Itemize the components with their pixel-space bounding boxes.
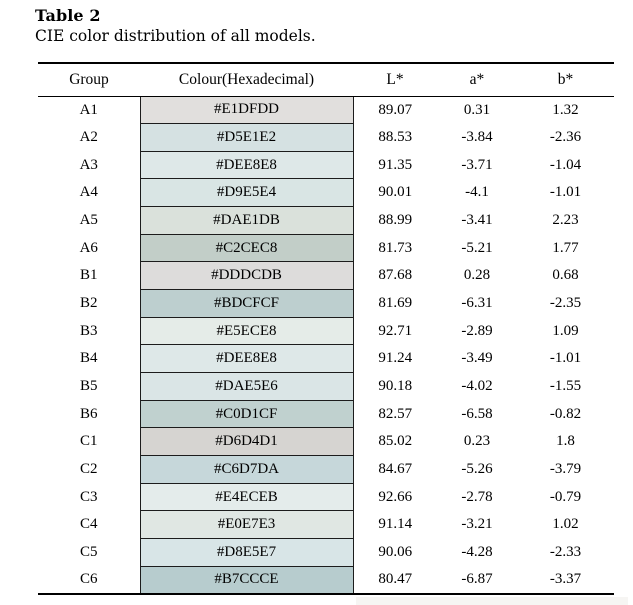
bstar-cell: 1.09: [552, 322, 579, 339]
group-cell: A2: [79, 128, 98, 145]
bstar-cell: -1.04: [549, 156, 582, 173]
bstar-cell: 1.8: [556, 433, 575, 450]
bstar-cell: -3.79: [549, 460, 582, 477]
colour-swatch-cell: #DAE5E6: [140, 373, 353, 401]
lstar-cell: 92.71: [378, 322, 413, 339]
astar-cell: -6.87: [461, 570, 493, 587]
group-cell: C4: [79, 516, 98, 533]
col-header-lstar: L*: [353, 63, 437, 96]
table-row: [38, 290, 614, 318]
astar-cell: -4.1: [465, 184, 489, 201]
astar-cell: -2.89: [461, 322, 493, 339]
bstar-cell: 1.02: [552, 516, 579, 533]
colour-swatch-cell: #E5ECE8: [140, 317, 353, 345]
colour-swatch-cell: #DEE8E8: [140, 151, 353, 179]
table-row: [38, 400, 614, 428]
astar-cell: -3.71: [461, 156, 493, 173]
table-row: [38, 345, 614, 373]
table-label: Table 2: [35, 6, 101, 25]
lstar-cell: 81.69: [378, 294, 413, 311]
bstar-cell: -2.36: [549, 128, 582, 145]
bstar-cell: -1.01: [549, 350, 582, 367]
astar-cell: -3.49: [461, 350, 493, 367]
col-header-group: Group: [38, 63, 140, 96]
lstar-cell: 90.18: [378, 377, 413, 394]
astar-cell: -4.28: [461, 543, 493, 560]
table-row: [38, 179, 614, 207]
colour-swatch-cell: #D9E5E4: [140, 179, 353, 207]
astar-cell: -2.78: [461, 488, 493, 505]
group-cell: C3: [79, 488, 98, 505]
group-cell: A3: [79, 156, 98, 173]
group-cell: C1: [79, 433, 98, 450]
page-scan-artifact: [356, 597, 628, 605]
bstar-cell: 1.77: [552, 239, 579, 256]
col-header-bstar: b*: [517, 63, 614, 96]
astar-cell: 0.28: [463, 267, 491, 284]
bstar-cell: -0.82: [549, 405, 582, 422]
group-cell: C2: [79, 460, 98, 477]
colour-swatch-cell: #E1DFDD: [140, 96, 353, 124]
colour-swatch-cell: #D5E1E2: [140, 124, 353, 152]
table-row: [38, 511, 614, 539]
cie-color-table: [38, 62, 614, 595]
colour-swatch-cell: #B7CCCE: [140, 566, 353, 594]
bstar-cell: -1.55: [549, 377, 582, 394]
colour-swatch-cell: #DEE8E8: [140, 345, 353, 373]
table-body: [38, 96, 614, 594]
table-row: [38, 317, 614, 345]
lstar-cell: 90.06: [378, 543, 413, 560]
lstar-cell: 92.66: [378, 488, 413, 505]
bstar-cell: 2.23: [552, 211, 579, 228]
lstar-cell: 90.01: [378, 184, 413, 201]
table-row: [38, 428, 614, 456]
table-row: [38, 234, 614, 262]
group-cell: C6: [79, 570, 98, 587]
table-row: [38, 151, 614, 179]
astar-cell: -5.26: [461, 460, 493, 477]
colour-swatch-cell: #C2CEC8: [140, 234, 353, 262]
lstar-cell: 87.68: [378, 267, 413, 284]
lstar-cell: 84.67: [378, 460, 413, 477]
lstar-cell: 80.47: [378, 570, 413, 587]
group-cell: C5: [79, 543, 98, 560]
colour-swatch-cell: #E0E7E3: [140, 511, 353, 539]
astar-cell: -3.41: [461, 211, 493, 228]
group-cell: A4: [79, 184, 98, 201]
table-row: [38, 96, 614, 124]
group-cell: B5: [79, 377, 98, 394]
header-row: [38, 63, 614, 96]
astar-cell: -3.84: [461, 128, 493, 145]
astar-cell: -5.21: [461, 239, 493, 256]
astar-cell: 0.31: [463, 101, 491, 118]
astar-cell: -3.21: [461, 516, 493, 533]
lstar-cell: 81.73: [378, 239, 413, 256]
table-row: [38, 124, 614, 152]
table-row: [38, 456, 614, 484]
astar-cell: 0.23: [463, 433, 491, 450]
colour-swatch-cell: #D6D4D1: [140, 428, 353, 456]
group-cell: A5: [79, 211, 98, 228]
table-row: [38, 373, 614, 401]
colour-swatch-cell: #BDCFCF: [140, 290, 353, 318]
bstar-cell: -3.37: [549, 570, 582, 587]
lstar-cell: 88.99: [378, 211, 413, 228]
col-header-astar: a*: [437, 63, 517, 96]
group-cell: B4: [79, 350, 98, 367]
bstar-cell: -0.79: [549, 488, 582, 505]
col-header-colour: Colour(Hexadecimal): [140, 63, 353, 96]
group-cell: A6: [79, 239, 98, 256]
astar-cell: -6.58: [461, 405, 493, 422]
group-cell: B6: [79, 405, 98, 422]
astar-cell: -4.02: [461, 377, 493, 394]
astar-cell: -6.31: [461, 294, 493, 311]
bstar-cell: -2.35: [549, 294, 582, 311]
lstar-cell: 91.24: [378, 350, 413, 367]
bstar-cell: 0.68: [552, 267, 579, 284]
bstar-cell: -1.01: [549, 184, 582, 201]
table-row: [38, 262, 614, 290]
table-header: [38, 63, 614, 96]
bstar-cell: 1.32: [552, 101, 579, 118]
lstar-cell: 88.53: [378, 128, 413, 145]
group-cell: A1: [79, 101, 98, 118]
group-cell: B1: [79, 267, 98, 284]
colour-swatch-cell: #C0D1CF: [140, 400, 353, 428]
table-row: [38, 483, 614, 511]
colour-swatch-cell: #DAE1DB: [140, 207, 353, 235]
colour-swatch-cell: #D8E5E7: [140, 539, 353, 567]
table-row: [38, 539, 614, 567]
colour-swatch-cell: #E4ECEB: [140, 483, 353, 511]
lstar-cell: 82.57: [378, 405, 413, 422]
table-caption: CIE color distribution of all models.: [35, 27, 316, 45]
table-row: [38, 207, 614, 235]
lstar-cell: 89.07: [378, 101, 413, 118]
group-cell: B2: [79, 294, 98, 311]
colour-swatch-cell: #DDDCDB: [140, 262, 353, 290]
table-row: [38, 566, 614, 594]
colour-swatch-cell: #C6D7DA: [140, 456, 353, 484]
lstar-cell: 85.02: [378, 433, 413, 450]
lstar-cell: 91.35: [378, 156, 413, 173]
lstar-cell: 91.14: [378, 516, 413, 533]
bstar-cell: -2.33: [549, 543, 582, 560]
group-cell: B3: [79, 322, 98, 339]
